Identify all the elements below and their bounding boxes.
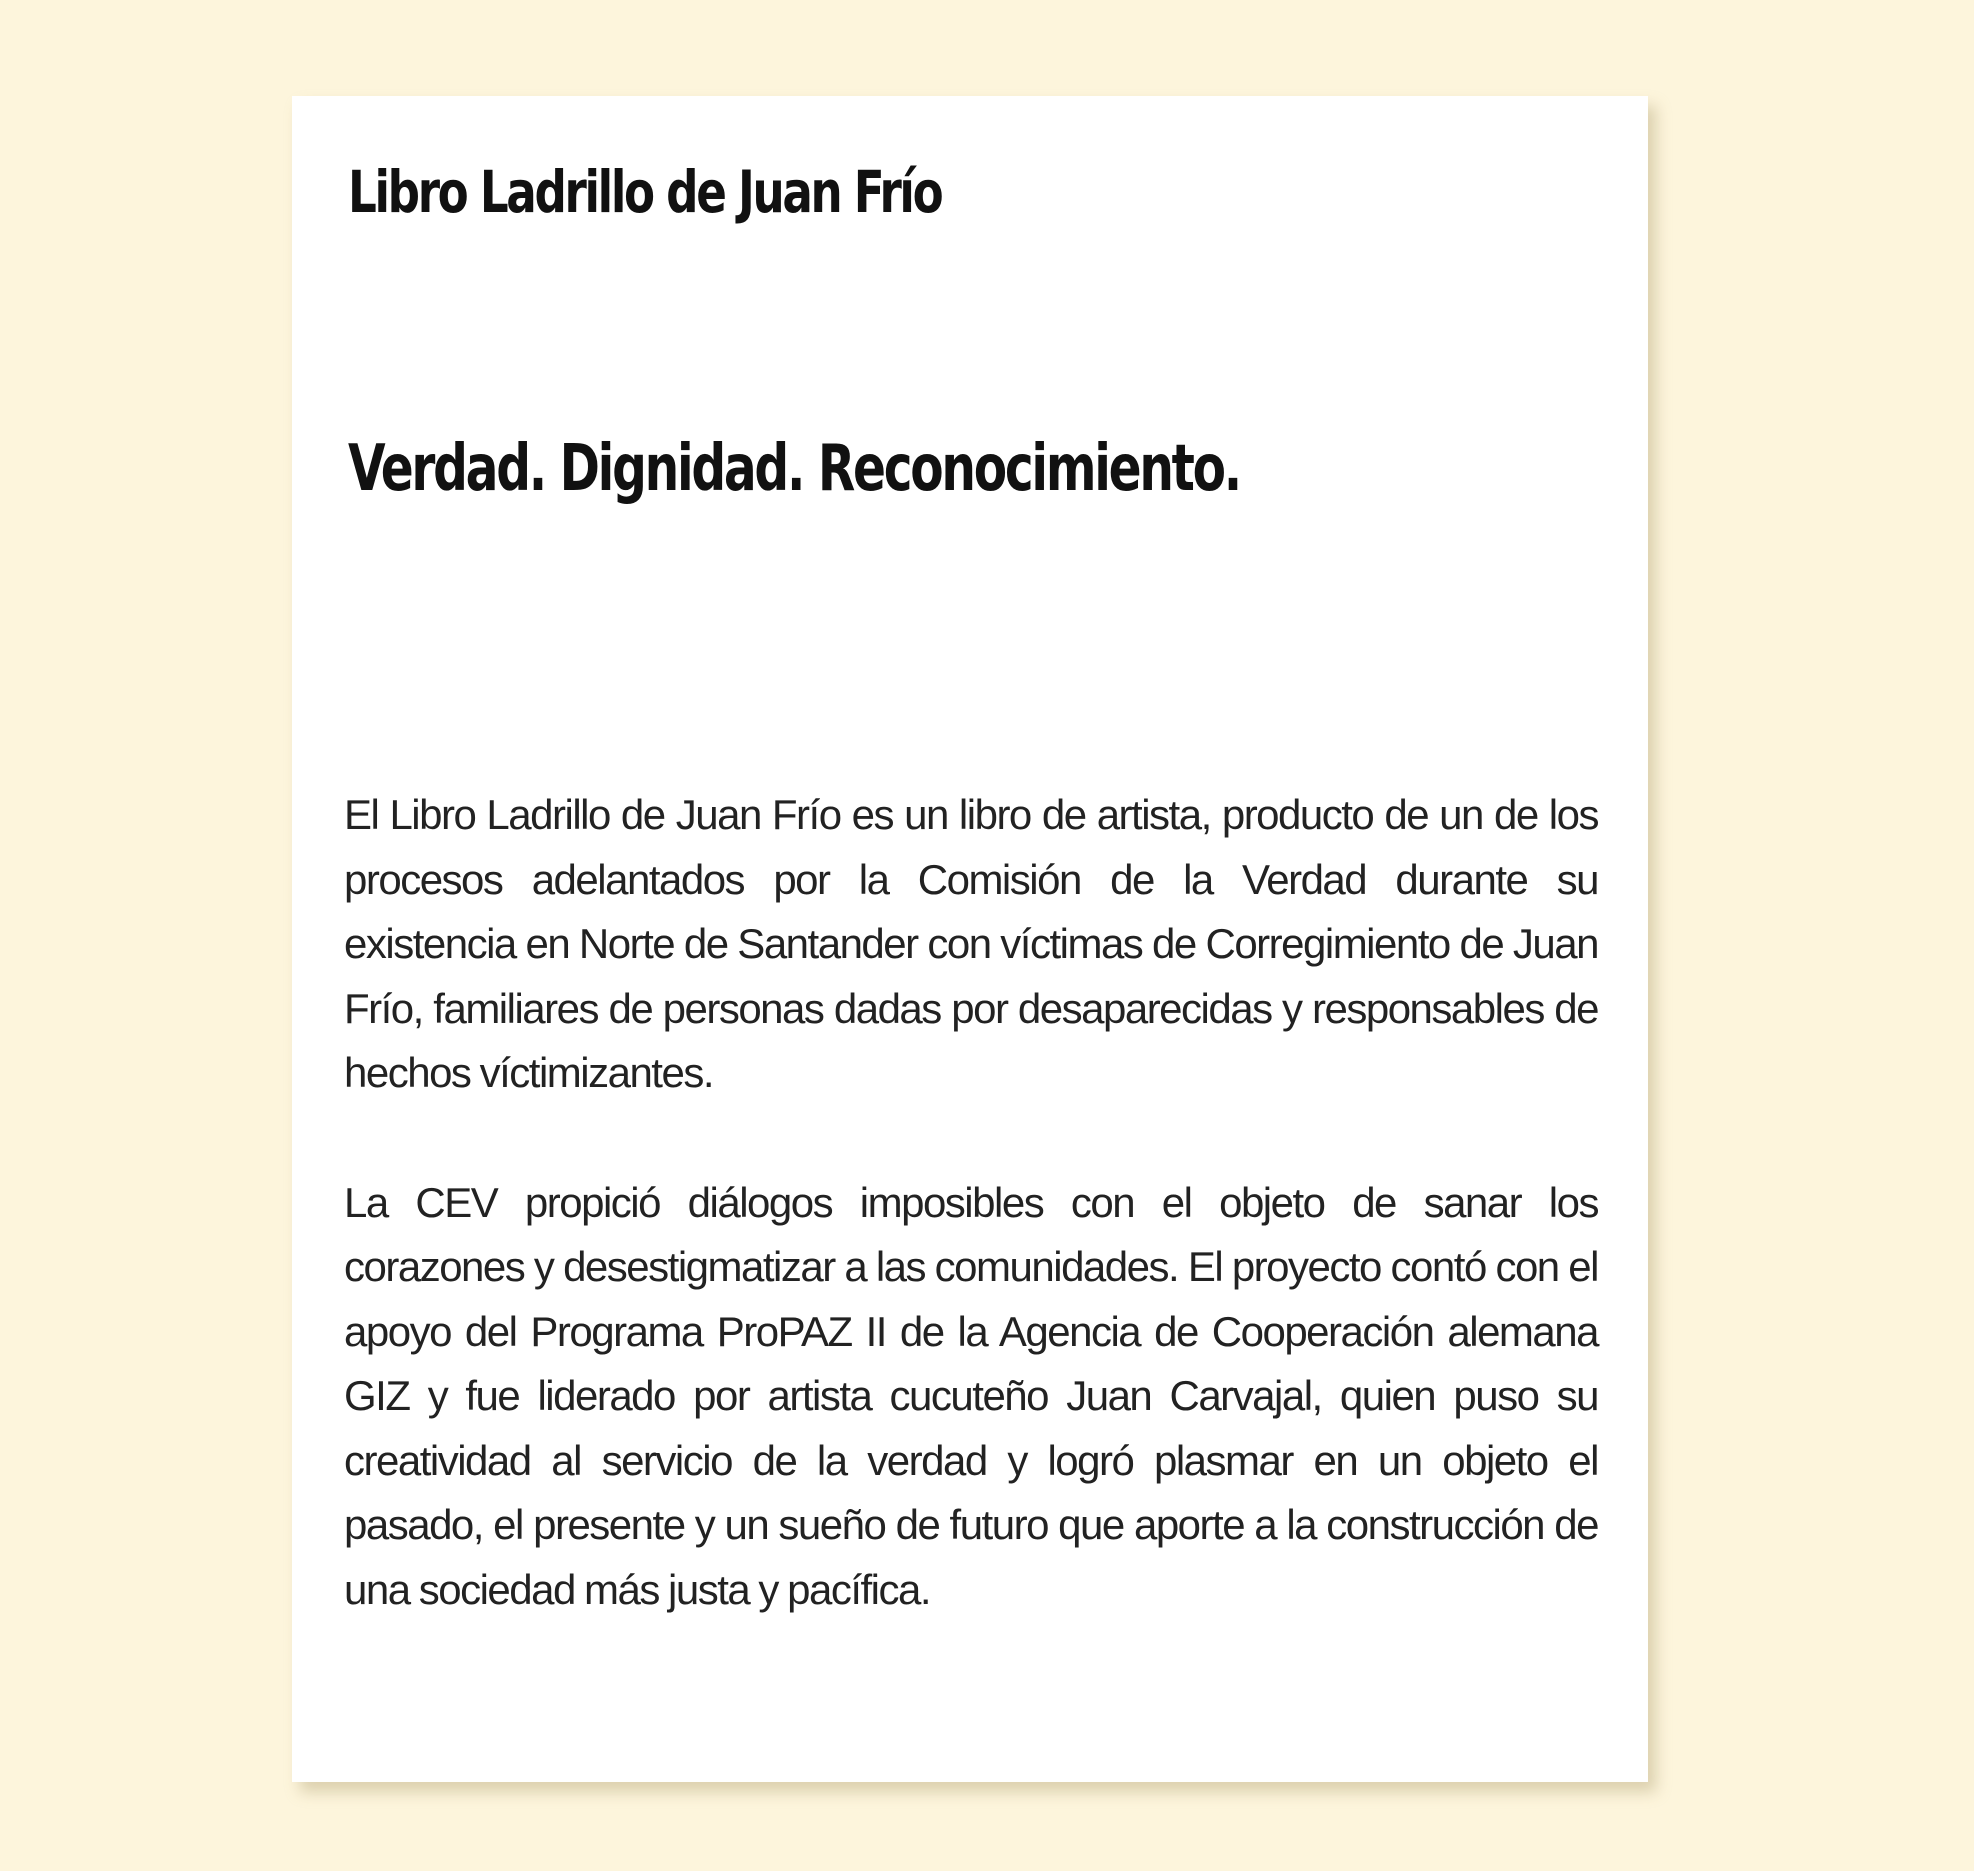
document-card xyxy=(292,96,1648,1782)
paragraph-1: El Libro Ladrillo de Juan Frío es un libro de artista, producto de un de los procesos adelantados por la Comisión de la Verdad durante su existencia en Norte de Santander con víctimas de Corregimiento de Juan Frío, familiares de personas dadas por desaparecidas y responsables de hechos víctimizantes. xyxy=(344,791,1598,1096)
document-subtitle: Verdad. Dignidad. Reconocimiento. xyxy=(348,432,1240,506)
document-title: Libro Ladrillo de Juan Frío xyxy=(348,158,942,226)
document-body xyxy=(344,783,1598,1622)
paragraph-2: La CEV propició diálogos imposibles con el objeto de sanar los corazones y desestigmatizar a las comunidades. El proyecto contó con el apoyo del Programa ProPAZ II de la Agencia de Cooperación alemana GIZ y fue liderado por artista cucuteño Juan Carvajal, quien puso su creatividad al servicio de la verdad y logró plasmar en un objeto el pasado, el presente y un sueño de futuro que aporte a la construcción de una sociedad más justa y pacífica. xyxy=(344,1178,1598,1613)
